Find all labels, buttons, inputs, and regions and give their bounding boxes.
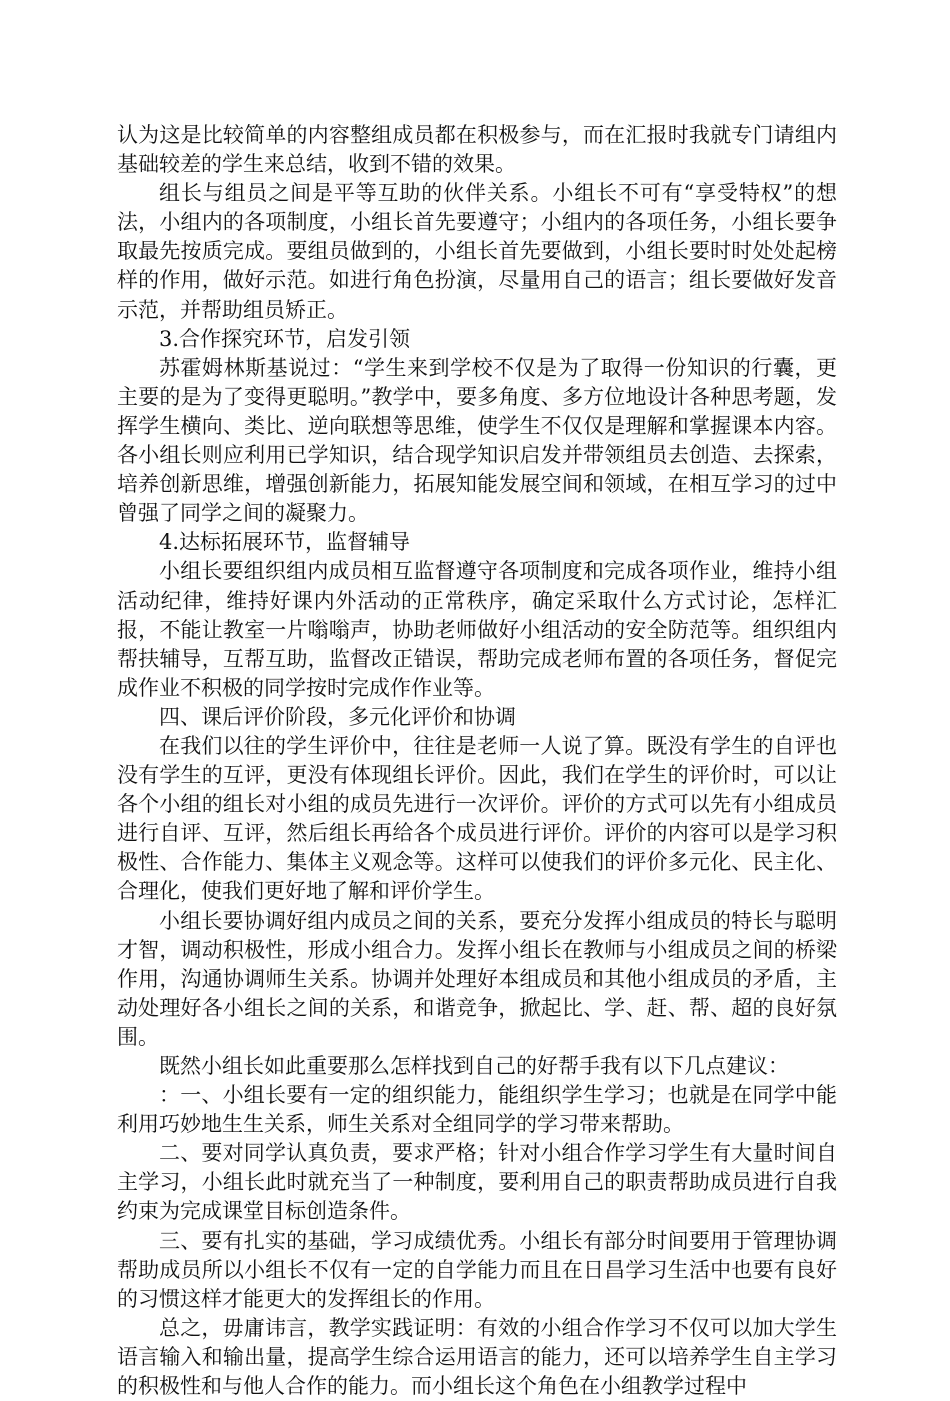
paragraph: 苏霍姆林斯基说过：“学生来到学校不仅是为了取得一份知识的行囊，更主要的是为了变得更聪明。”教学中，要多角度、多方位地设计各种思考题，发挥学生横向、类比、逆向联想等思维，使学生不仅仅是理解和掌握课本内容。各小组长则应利用已学知识，结合现学知识启发并带领组员去创造、去探索，培养创新思维，增强创新能力，拓展知能发展空间和领域，在相互学习的过中曾强了同学之间的凝聚力。	[117, 355, 837, 526]
list-item: 二、要对同学认真负责，要求严格；针对小组合作学习学生有大量时间自主学习，小组长此时就充当了一种制度，要利用自己的职责帮助成员进行自我约束为完成课堂目标创造条件。	[117, 1141, 837, 1224]
paragraph: 组长与组员之间是平等互助的伙伴关系。小组长不可有“享受特权”的想法，小组内的各项制度，小组长首先要遵守；小组内的各项任务，小组长要争取最先按质完成。要组员做到的，小组长首先要做到，小组长要时时处处起榜样的作用，做好示范。如进行角色扮演，尽量用自己的语言；组长要做好发音示范，并帮助组员矫正。	[117, 181, 837, 322]
paragraph: 小组长要组织组内成员相互监督遵守各项制度和完成各项作业，维持小组活动纪律，维持好课内外活动的正常秩序，确定采取什么方式讨论，怎样汇报，不能让教室一片嗡嗡声，协助老师做好小组活动的安全防范等。组织组内帮扶辅导，互帮互助，监督改正错误，帮助完成老师布置的各项任务，督促完成作业不积极的同学按时完成作作业等。	[117, 559, 837, 700]
section-heading: 3.合作探究环节，启发引领	[159, 326, 411, 351]
section-heading: 4.达标拓展环节，监督辅导	[159, 530, 411, 555]
paragraph: 总之，毋庸讳言，教学实践证明：有效的小组合作学习不仅可以加大学生语言输入和输出量，提高学生综合运用语言的能力，还可以培养学生自主学习的积极性和与他人合作的能力。而小组长这个角色在小组教学过程中	[117, 1315, 837, 1399]
paragraph-continuation: 认为这是比较简单的内容整组成员都在积极参与，而在汇报时我就专门请组内基础较差的学生来总结，收到不错的效果。	[117, 123, 837, 177]
paragraph: 小组长要协调好组内成员之间的关系，要充分发挥小组成员的特长与聪明才智，调动积极性，形成小组合力。发挥小组长在教师与小组成员之间的桥梁作用，沟通协调师生关系。协调并处理好本组成员和其他小组成员的矛盾，主动处理好各小组长之间的关系，和谐竞争，掀起比、学、赶、帮、超的良好氛围。	[117, 908, 837, 1049]
paragraph: 既然小组长如此重要那么怎样找到自己的好帮手我有以下几点建议：	[159, 1054, 789, 1078]
list-item: ：一、小组长要有一定的组织能力，能组织学生学习；也就是在同学中能利用巧妙地生生关系，师生关系对全组同学的学习带来帮助。	[117, 1083, 837, 1137]
paragraph: 在我们以往的学生评价中，往往是老师一人说了算。既没有学生的自评也没有学生的互评，更没有体现组长评价。因此，我们在学生的评价时，可以让各个小组的组长对小组的成员先进行一次评价。评价的方式可以先有小组成员进行自评、互评，然后组长再给各个成员进行评价。评价的内容可以是学习积极性、合作能力、集体主义观念等。这样可以使我们的评价多元化、民主化、合理化，使我们更好地了解和评价学生。	[117, 733, 837, 904]
document-page	[117, 121, 837, 1401]
section-heading: 四、课后评价阶段，多元化评价和协调	[159, 704, 516, 729]
list-item: 三、要有扎实的基础，学习成绩优秀。小组长有部分时间要用于管理协调帮助成员所以小组长不仅有一定的自学能力而且在日昌学习生活中也要有良好的习惯这样才能更大的发挥组长的作用。	[117, 1228, 837, 1311]
